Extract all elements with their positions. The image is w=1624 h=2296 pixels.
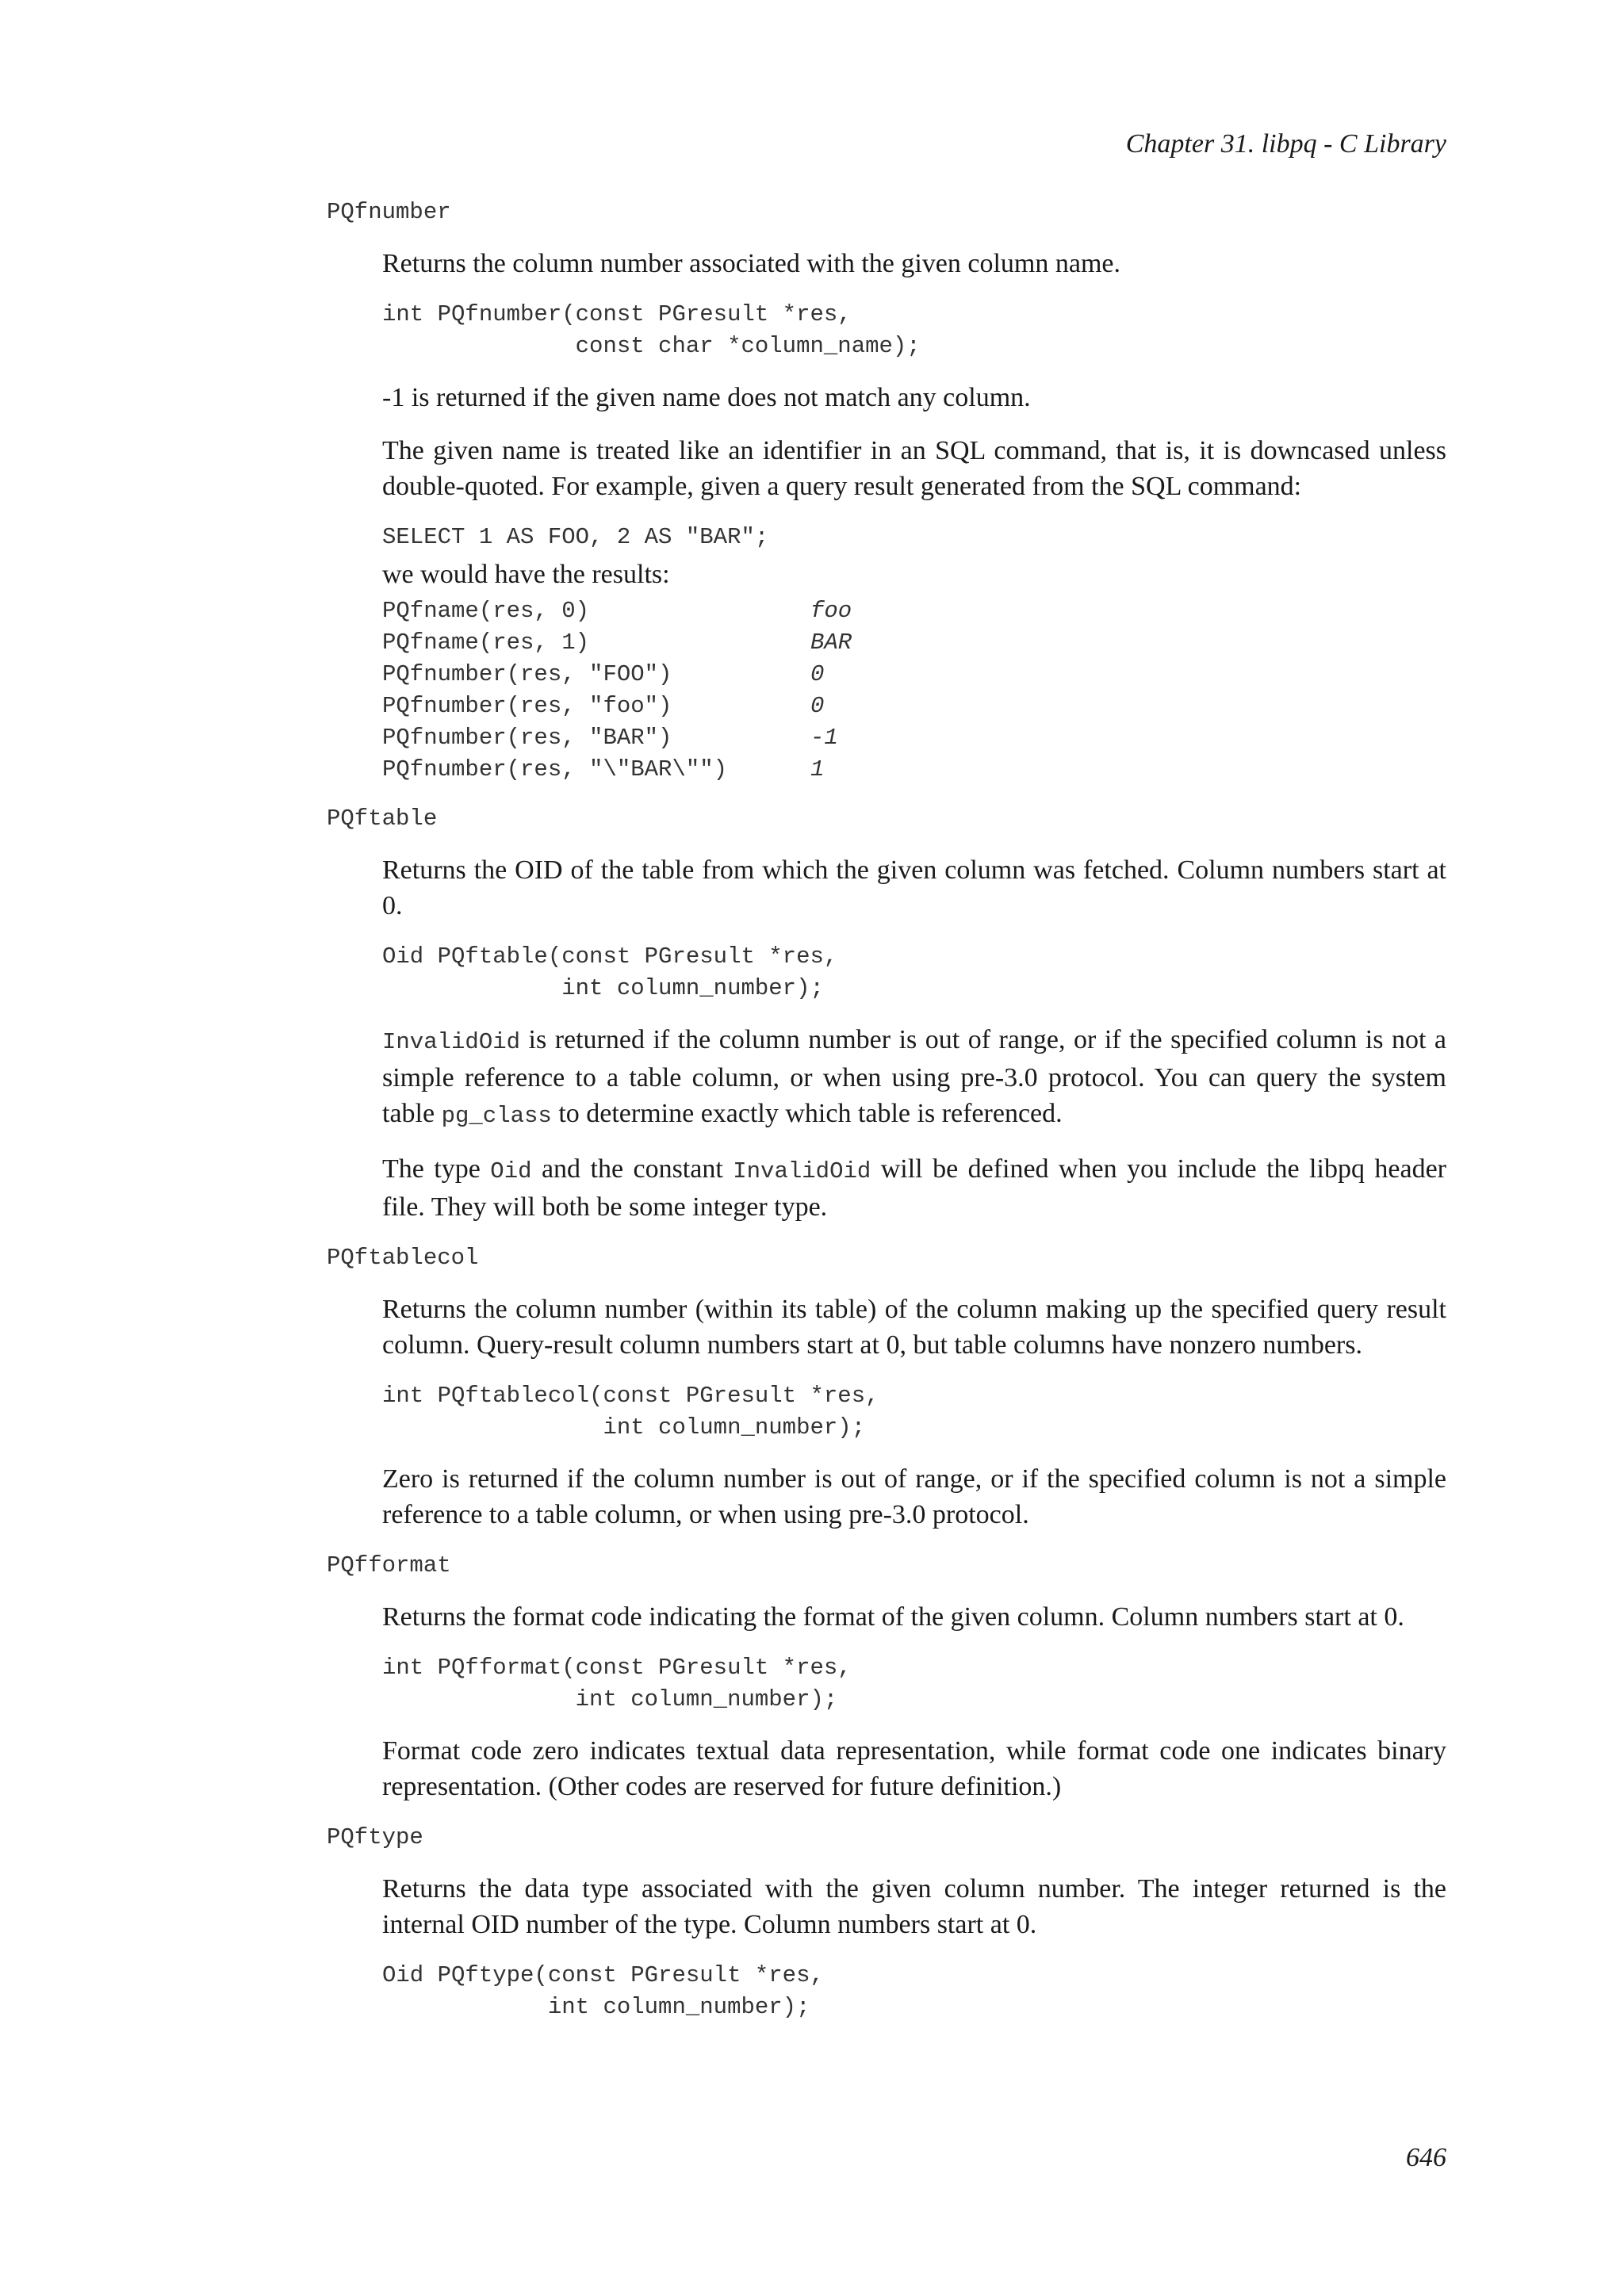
format-note: Format code zero indicates textual data representation, while format code one indicates binary representation. (Other codes are reserved for future definition.) <box>382 1736 1446 1801</box>
invalidoid-code: InvalidOid <box>733 1158 871 1184</box>
function-signature: Oid PQftype(const PGresult *res, int column_number); <box>382 1962 824 2020</box>
result-expression: PQfnumber(res, "\"BAR\"") <box>382 756 728 783</box>
term-pqftablecol: PQftablecol <box>327 1245 479 1271</box>
return-note: -1 is returned if the given name does not match any column. <box>382 383 1031 412</box>
entry-pqftype <box>327 1822 1446 2023</box>
results-row <box>382 722 852 754</box>
description-pqfnumber <box>382 246 1446 786</box>
result-value: 1 <box>810 756 825 783</box>
running-header: Chapter 31. libpq - C Library <box>1125 129 1446 159</box>
zero-note: Zero is returned if the column number is out of range, or if the specified column is not a simple reference to a table column, or when using pre-3.0 protocol. <box>382 1464 1446 1529</box>
function-signature: int PQftablecol(const PGresult *res, int column_number); <box>382 1383 879 1441</box>
entry-pqftable <box>327 803 1446 1225</box>
result-value: 0 <box>810 661 825 687</box>
result-value: -1 <box>810 725 838 751</box>
results-intro: we would have the results: <box>382 560 670 589</box>
entry-pqfnumber <box>327 197 1446 786</box>
pg-class-code: pg_class <box>441 1103 552 1129</box>
results-table <box>382 595 852 786</box>
summary-text: Returns the format code indicating the format of the given column. Column numbers start at 0. <box>382 1602 1404 1632</box>
type-note <box>382 1151 1446 1225</box>
summary-text: Returns the column number associated with the given column name. <box>382 249 1120 278</box>
oid-code: Oid <box>490 1158 532 1184</box>
page-body <box>327 197 1446 2041</box>
result-expression: PQfname(res, 1) <box>382 629 590 656</box>
entry-pqfformat <box>327 1550 1446 1804</box>
term-pqfnumber: PQfnumber <box>327 199 451 225</box>
entry-pqftablecol <box>327 1242 1446 1533</box>
result-expression: PQfname(res, 0) <box>382 598 590 624</box>
note-text: to determine exactly which table is referenced. <box>551 1099 1063 1128</box>
results-row <box>382 595 852 627</box>
note-text: and the constant <box>531 1154 733 1184</box>
results-row <box>382 659 852 691</box>
example-sql: SELECT 1 AS FOO, 2 AS "BAR"; <box>382 524 769 550</box>
explanation-text: The given name is treated like an identifier in an SQL command, that is, it is downcased unless double-quoted. For example, given a query result generated from the SQL command: <box>382 436 1446 501</box>
result-value: 0 <box>810 693 825 719</box>
term-pqftype: PQftype <box>327 1824 423 1850</box>
term-pqfformat: PQfformat <box>327 1552 451 1578</box>
result-expression: PQfnumber(res, "FOO") <box>382 661 672 687</box>
description-pqftable <box>382 852 1446 1225</box>
function-signature: Oid PQftable(const PGresult *res, int column_number); <box>382 943 838 1001</box>
term-pqftable: PQftable <box>327 806 438 832</box>
note-text: is returned if the column number is out of range, or if the specified column is not a simple reference to a table column, or when using pre-3.0 protocol. You can query the system table <box>382 1025 1446 1128</box>
result-value: foo <box>810 598 852 624</box>
result-expression: PQfnumber(res, "foo") <box>382 693 672 719</box>
invalidoid-code: InvalidOid <box>382 1029 521 1055</box>
summary-text: Returns the data type associated with the given column number. The integer returned is the internal OID number of the type. Column numbers start at 0. <box>382 1874 1446 1939</box>
result-expression: PQfnumber(res, "BAR") <box>382 725 672 751</box>
description-pqftablecol <box>382 1292 1446 1533</box>
result-value: BAR <box>810 629 852 656</box>
function-signature: int PQfformat(const PGresult *res, int column_number); <box>382 1655 852 1712</box>
results-row <box>382 754 852 786</box>
summary-text: Returns the OID of the table from which the given column was fetched. Column numbers start at 0. <box>382 855 1446 920</box>
results-row <box>382 691 852 722</box>
function-signature: int PQfnumber(const PGresult *res, const char *column_name); <box>382 301 921 359</box>
results-row <box>382 627 852 659</box>
invalid-oid-note <box>382 1022 1446 1134</box>
note-text: The type <box>382 1154 491 1184</box>
description-pqftype <box>382 1871 1446 2023</box>
note-text: will be defined when you include the libpq header file. They will both be some integer type. <box>382 1154 1446 1222</box>
summary-text: Returns the column number (within its table) of the column making up the specified query result column. Query-result column numbers start at 0, but table columns have nonzero numbers. <box>382 1295 1446 1360</box>
description-pqfformat <box>382 1599 1446 1804</box>
page-number: 646 <box>1406 2143 1446 2172</box>
